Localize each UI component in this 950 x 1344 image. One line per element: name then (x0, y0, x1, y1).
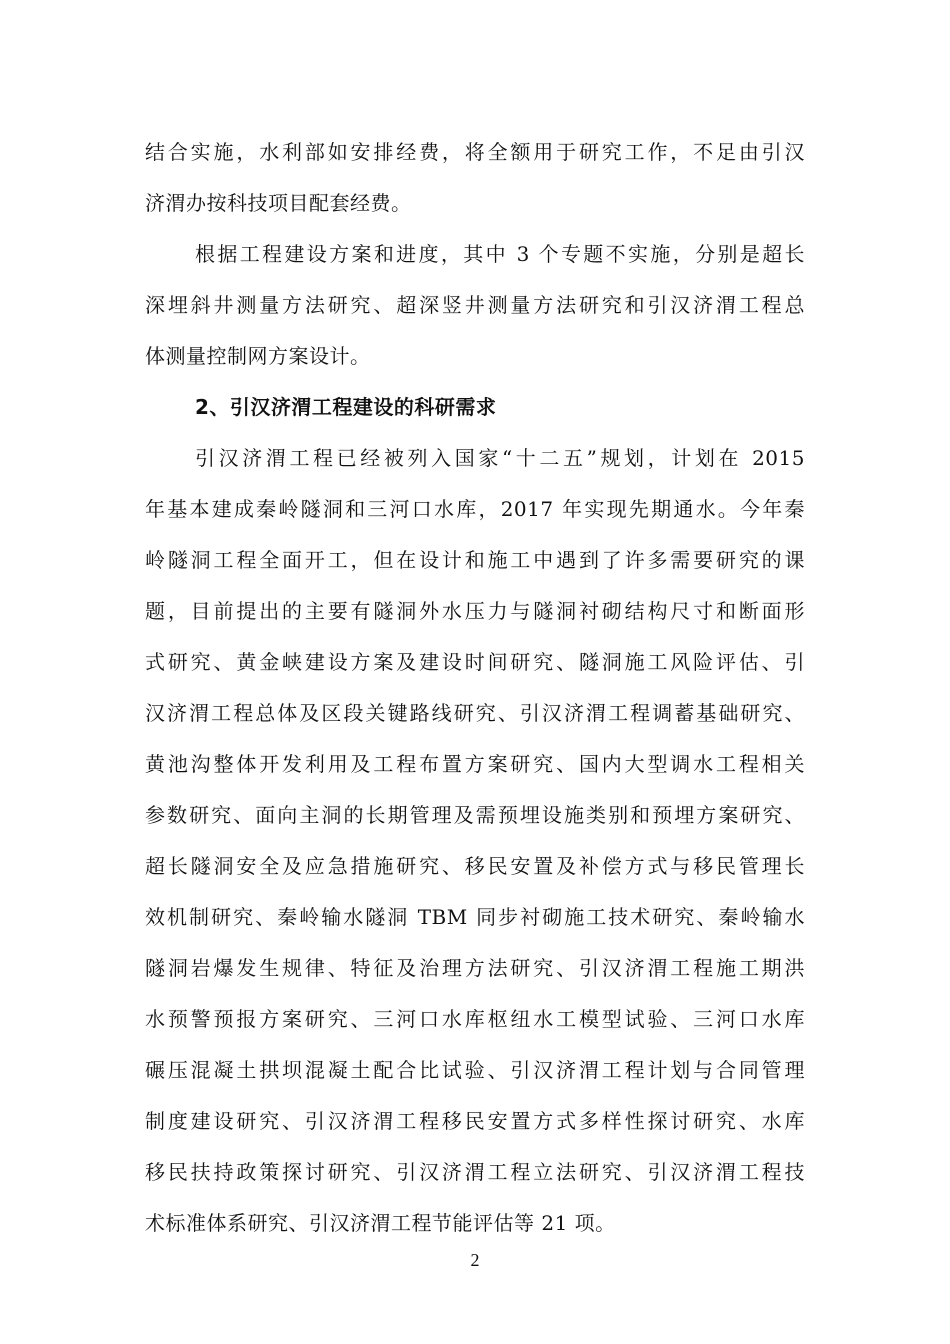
text-line: 岭隧洞工程全面开工，但在设计和施工中遇到了许多需要研究的课 (145, 548, 805, 572)
text-line: 引汉济渭工程已经被列入国家“十二五”规划，计划在 2015 (195, 446, 805, 470)
text-line: 移民扶持政策探讨研究、引汉济渭工程立法研究、引汉济渭工程技 (145, 1160, 805, 1184)
text-line: 式研究、黄金峡建设方案及建设时间研究、隧洞施工风险评估、引 (145, 650, 805, 674)
text-line: 年基本建成秦岭隧洞和三河口水库，2017 年实现先期通水。今年秦 (145, 497, 805, 521)
text-line: 参数研究、面向主洞的长期管理及需预埋设施类别和预埋方案研究、 (145, 803, 805, 827)
text-line: 结合实施，水利部如安排经费，将全额用于研究工作，不足由引汉 (145, 140, 805, 164)
text-line: 制度建设研究、引汉济渭工程移民安置方式多样性探讨研究、水库 (145, 1109, 805, 1133)
text-line: 深埋斜井测量方法研究、超深竖井测量方法研究和引汉济渭工程总 (145, 293, 805, 317)
text-line: 体测量控制网方案设计。 (145, 344, 371, 368)
text-line: 碾压混凝土拱坝混凝土配合比试验、引汉济渭工程计划与合同管理 (145, 1058, 805, 1082)
text-line: 汉济渭工程总体及区段关键路线研究、引汉济渭工程调蓄基础研究、 (145, 701, 805, 725)
text-line: 济渭办按科技项目配套经费。 (145, 191, 412, 215)
text-line: 题，目前提出的主要有隧洞外水压力与隧洞衬砌结构尺寸和断面形 (145, 599, 805, 623)
text-line: 术标准体系研究、引汉济渭工程节能评估等 21 项。 (145, 1211, 616, 1235)
section-heading: 2、引汉济渭工程建设的科研需求 (195, 395, 497, 419)
text-line: 根据工程建设方案和进度，其中 3 个专题不实施，分别是超长 (195, 242, 805, 266)
text-line: 水预警预报方案研究、三河口水库枢纽水工模型试验、三河口水库 (145, 1007, 805, 1031)
page-number: 2 (470, 1250, 480, 1270)
text-line: 超长隧洞安全及应急措施研究、移民安置及补偿方式与移民管理长 (145, 854, 805, 878)
text-line: 黄池沟整体开发利用及工程布置方案研究、国内大型调水工程相关 (145, 752, 805, 776)
text-line: 隧洞岩爆发生规律、特征及治理方法研究、引汉济渭工程施工期洪 (145, 956, 805, 980)
text-line: 效机制研究、秦岭输水隧洞 TBM 同步衬砌施工技术研究、秦岭输水 (145, 905, 805, 929)
